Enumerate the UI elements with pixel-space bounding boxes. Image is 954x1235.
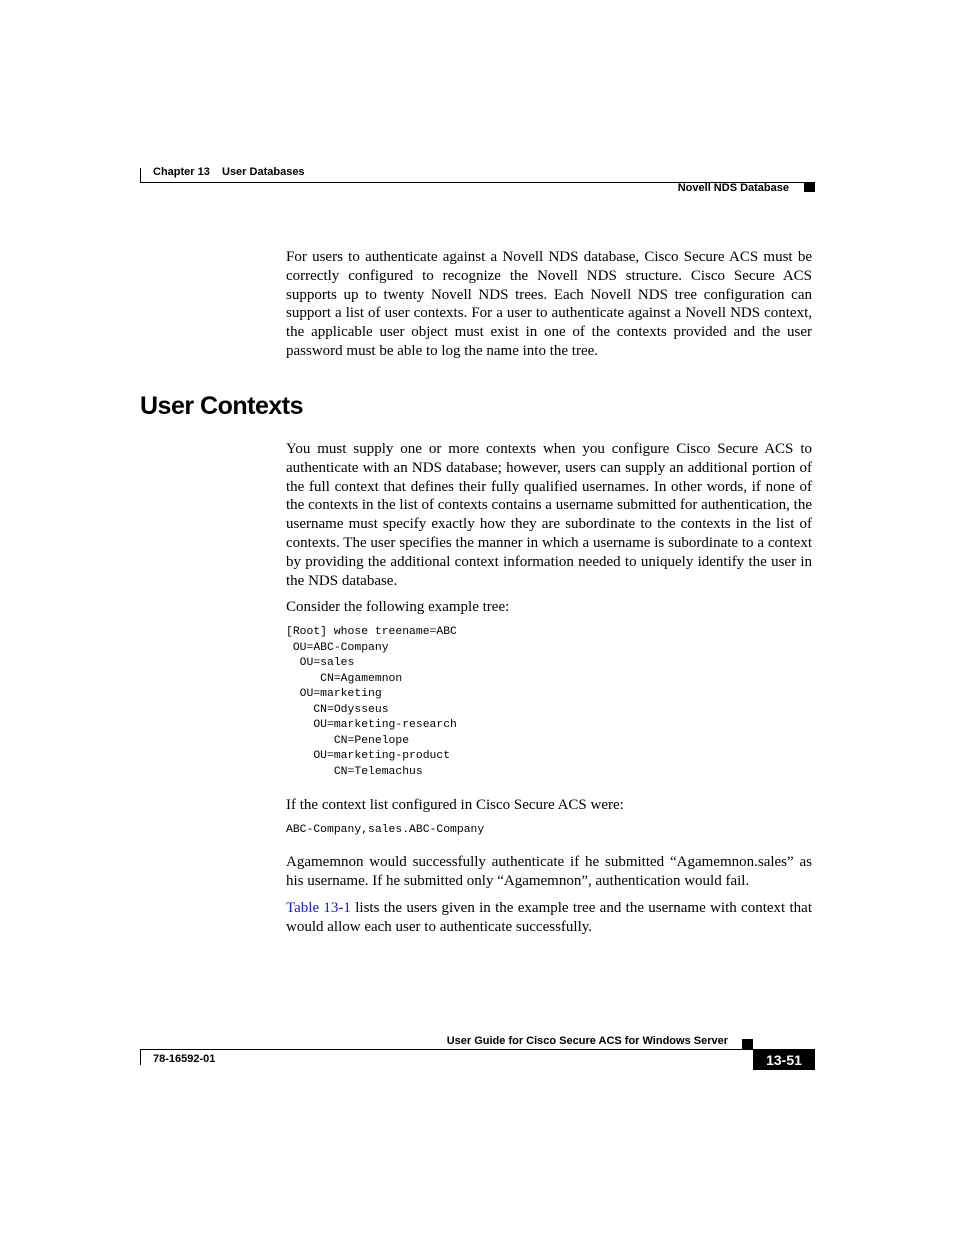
tree-line: CN=Agamemnon [286,672,403,685]
header-chapter: Chapter 13 [153,166,210,178]
agamemnon-paragraph: Agamemnon would successfully authenticate if he submitted “Agamemnon.sales” as his username. If he submitted only “Agamemnon”, authentication would fail. [286,854,812,889]
contexts-paragraph: You must supply one or more contexts when you configure Cisco Secure ACS to authenticate with an NDS database; however, users can supply an additional portion of the full context that defines their fully qualified usernames. In other words, if none of the contexts in the list of contexts contains a username submitted for authentication, the username must specify exactly how they are subordinate to the contexts in the list of contexts. The user specifies the manner in which a username is subordinate to a context by providing the additional context information needed to uniquely identify the user in the NDS database. [286,441,812,589]
page-number: 13-51 [753,1050,815,1070]
tree-line: OU=marketing-research [286,719,457,731]
tree-line: [Root] whose treename=ABC [286,626,457,638]
table-reference-text: lists the users given in the example tree and the username with context that would allow each user to authenticate successfully. [286,900,813,935]
footer-left-marker [140,1050,141,1065]
example-intro: Consider the following example tree: [286,599,510,615]
tree-line: CN=Penelope [286,734,410,747]
tree-line: OU=marketing-product [286,750,451,762]
intro-paragraph: For users to authenticate against a Novell NDS database, Cisco Secure ACS must be correctly configured to recognize the Novell NDS structure. Cisco Secure ACS supports up to twenty Novell NDS trees. Each Novell NDS tree configuration can support a list of user contexts. For a user to authenticate against a Novell NDS context, the applicable user object must exist in one of the contexts provided and the user password must be able to log the name into the tree. [286,249,812,359]
footer-rule [140,1049,815,1050]
footer-square-marker [742,1039,753,1049]
context-list-code: ABC-Company,sales.ABC-Company [286,824,485,836]
header-section-title: Novell NDS Database [677,182,789,194]
section-heading: User Contexts [140,392,303,420]
tree-line: CN=Telemachus [286,765,423,778]
table-13-1-link[interactable]: Table 13-1 [286,900,351,916]
header-square-marker [804,182,815,192]
tree-line: OU=sales [286,657,355,669]
footer-guide-title: User Guide for Cisco Secure ACS for Windows Server [446,1035,728,1047]
example-tree [286,625,457,780]
tree-line: OU=marketing [286,688,382,700]
context-list-intro: If the context list configured in Cisco Secure ACS were: [286,797,624,813]
header-left-marker [140,168,141,183]
tree-line: OU=ABC-Company [286,641,389,654]
tree-line: CN=Odysseus [286,703,389,716]
table-reference-paragraph [286,899,812,937]
header-chapter-title: User Databases [222,166,305,178]
footer-doc-number: 78-16592-01 [153,1053,216,1065]
